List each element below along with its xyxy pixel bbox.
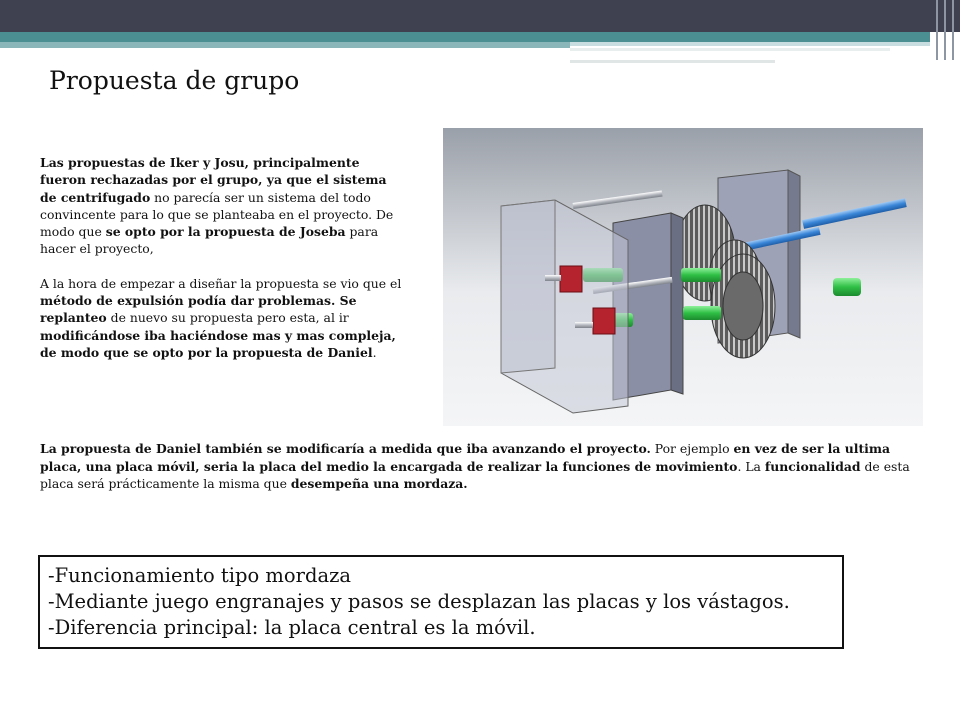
text-run: .: [372, 344, 377, 360]
intro-paragraph-2: [40, 275, 402, 361]
intro-paragraph-1: [40, 154, 402, 258]
text-run: de esta placa será prácticamente la misma que: [40, 458, 910, 491]
text-run: se opto por la propuesta de Joseba: [105, 224, 346, 240]
text-run: A la hora de empezar a diseñar la propuesta se vio que el: [40, 275, 402, 291]
text-run: . La: [737, 458, 765, 474]
green-shaft: [683, 306, 721, 320]
red-block: [593, 308, 615, 334]
text-run: modificándose iba haciéndose mas y mas compleja, de modo que se opto por la propuesta de Daniel: [40, 327, 396, 360]
accent-line: [570, 48, 890, 51]
text-run: funcionalidad: [764, 458, 861, 474]
summary-box: [38, 555, 844, 649]
body-paragraph: [40, 440, 910, 493]
green-shaft: [833, 278, 861, 296]
page-title: Propuesta de grupo: [49, 66, 300, 95]
header-decoration: [932, 0, 960, 60]
red-block: [560, 266, 582, 292]
body-text: [40, 440, 910, 493]
text-run: Las propuestas de Iker y Josu, principalmente fueron rechazadas por el grupo, ya que el sistema de centrifugado: [40, 155, 387, 205]
text-run: desempeña una mordaza.: [290, 476, 468, 491]
accent-band-pale: [570, 42, 930, 46]
text-run: La propuesta de Daniel también se modificaría a medida que iba avanzando el proyecto.: [40, 441, 651, 456]
summary-line-2: -Mediante juego engranajes y pasos se desplazan las placas y los vástagos.: [48, 590, 790, 613]
green-shaft: [681, 268, 721, 282]
text-run: método de expulsión podía dar problemas. Se replanteo: [40, 293, 357, 326]
accent-line-short: [570, 60, 775, 63]
accent-band: [0, 32, 930, 42]
text-run: para hacer el proyecto,: [40, 224, 379, 257]
summary-line-1: -Funcionamiento tipo mordaza: [48, 564, 351, 587]
text-run: Por ejemplo: [650, 441, 734, 456]
accent-band-light: [0, 42, 570, 48]
intro-text: [40, 154, 402, 361]
text-run: en vez de ser la ultima placa, una placa móvil, seria la placa del medio la encargada de realizar la funciones de movimiento: [40, 441, 891, 474]
text-run: de nuevo su propuesta pero esta, al ir: [106, 310, 349, 326]
mechanism-render-image: [443, 128, 923, 426]
summary-line-3: -Diferencia principal: la placa central es la móvil.: [48, 616, 536, 639]
text-run: no parecía ser un sistema del todo convincente para lo que se planteaba en el proyecto. De modo que: [40, 189, 394, 240]
header-bar: [0, 0, 960, 32]
